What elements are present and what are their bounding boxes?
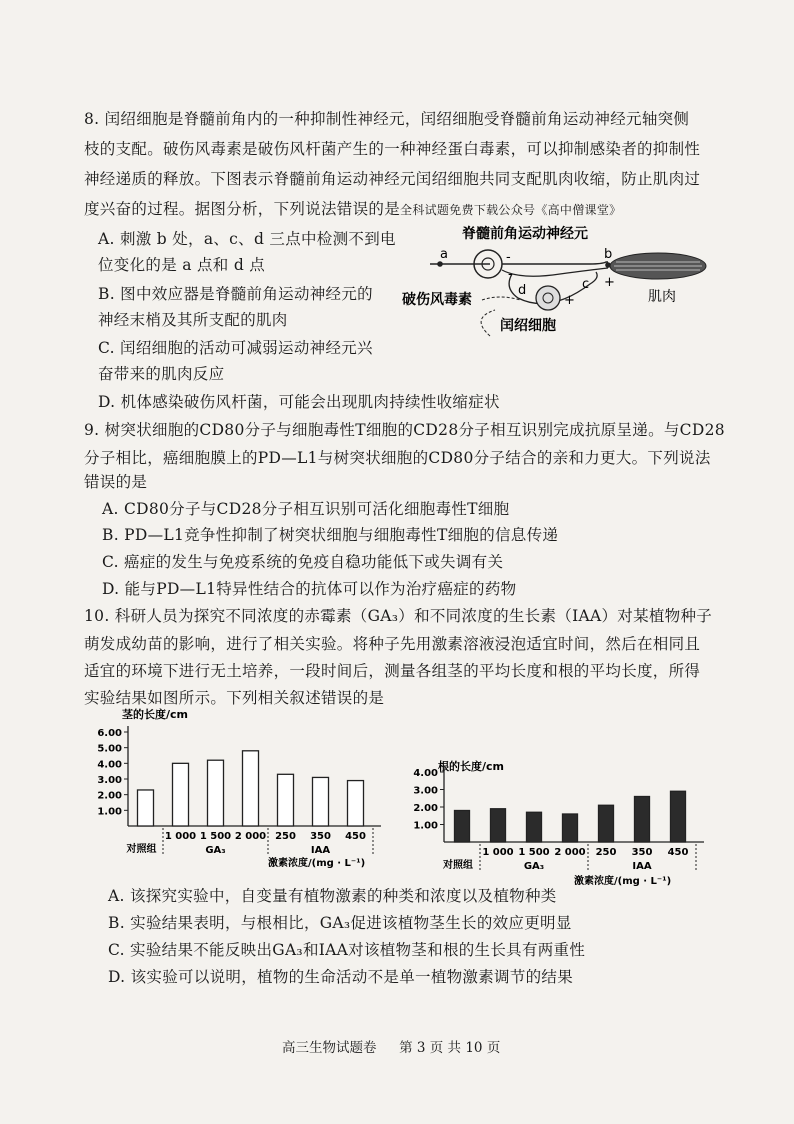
bar-2 — [527, 812, 542, 842]
stem-length-chart — [90, 706, 390, 878]
q8-stem-line-2: 枝的支配。破伤风毒素是破伤风杆菌产生的一种神经蛋白毒素，可以抑制感染者的抑制性 — [84, 140, 701, 158]
plus-sign-renshaw: + — [564, 293, 575, 308]
q8-option-d: D. 机体感染破伤风杆菌，可能会出现肌肉持续性收缩症状 — [98, 393, 500, 411]
q9-option-d: D. 能与PD—L1特异性结合的抗体可以作为治疗癌症的药物 — [102, 580, 517, 598]
bar-4 — [599, 805, 614, 842]
x-tick-label: 250 — [275, 831, 296, 842]
q10-stem-line-3: 适宜的环境下进行无土培养，一段时间后，测量各组茎的平均长度和根的平均长度，所得 — [84, 662, 701, 680]
q8-watermark: 全科试题免费下载公众号《高中僧课堂》 — [400, 203, 622, 217]
point-c-label: c — [582, 277, 590, 292]
label-muscle: 肌肉 — [648, 289, 676, 305]
q10-stem-line-2: 萌发成幼苗的影响，进行了相关实验。将种子先用激素溶液浸泡适宜时间，然后在相同且 — [84, 635, 701, 653]
x-tick-label: 1 500 — [518, 847, 550, 858]
y-tick-label: 1.00 — [97, 806, 122, 818]
x-axis-label: 激素浓度/(mg · L⁻¹) — [268, 858, 366, 869]
q10-option-c: C. 实验结果不能反映出GA₃和IAA对该植物茎和根的生长具有两重性 — [108, 941, 586, 959]
x-tick-label: 1 500 — [199, 831, 232, 842]
x-tick-label: 450 — [345, 831, 366, 842]
q9-option-b: B. PD—L1竞争性抑制了树突状细胞与细胞毒性T细胞的信息传递 — [102, 526, 559, 544]
q8-option-c-2: 奋带来的肌肉反应 — [98, 365, 225, 383]
bar-2 — [208, 760, 224, 826]
renshaw-cell-body — [536, 286, 560, 310]
x-axis-label: 激素浓度/(mg · L⁻¹) — [574, 876, 672, 887]
q9-stem-line-2: 分子相比，癌细胞膜上的PD—L1与树突状细胞的CD80分子结合的亲和力更大。下列说法 — [84, 449, 711, 467]
bar-1 — [491, 809, 506, 842]
q10-stem-line-4: 实验结果如图所示。下列相关叙述错误的是 — [84, 689, 385, 707]
minus-sign-top: - — [506, 250, 511, 265]
y-tick-label: 4.00 — [97, 759, 122, 771]
chart-title: 茎的长度/cm — [122, 708, 188, 721]
q9-stem-line-3: 错误的是 — [84, 473, 148, 491]
group-label-ga3: GA₃ — [523, 861, 545, 872]
bar-4 — [278, 774, 294, 826]
point-a-dot — [437, 261, 443, 267]
plus-sign-b: + — [604, 275, 615, 290]
group-label-ga3: GA₃ — [205, 845, 226, 856]
y-tick-label: 2.00 — [413, 803, 438, 814]
q10-option-a: A. 该探究实验中，自变量有植物激素的种类和浓度以及植物种类 — [108, 887, 557, 905]
x-tick-label: 2 000 — [234, 831, 267, 842]
q8-option-b-2: 神经末梢及其所支配的肌肉 — [98, 311, 288, 329]
q8-stem-line-3: 神经递质的释放。下图表示脊髓前角运动神经元闰绍细胞共同支配肌肉收缩，防止肌肉过 — [84, 170, 701, 188]
q10-stem-line-1: 10. 科研人员为探究不同浓度的赤霉素（GA₃）和不同浓度的生长素（IAA）对某植物种子 — [84, 607, 713, 625]
x-tick-label-control: 对照组 — [443, 860, 473, 871]
y-tick-label: 3.00 — [413, 785, 438, 797]
dashed-path — [481, 310, 495, 336]
x-tick-label: 250 — [595, 847, 617, 858]
x-tick-label: 1 000 — [164, 831, 197, 842]
root-length-chart — [406, 758, 706, 892]
q10-option-b: B. 实验结果表明，与根相比，GA₃促进该植物茎生长的效应更明显 — [108, 914, 572, 932]
y-tick-label: 6.00 — [97, 728, 122, 739]
y-tick-label: 4.00 — [413, 768, 438, 779]
bar-6 — [348, 781, 364, 826]
bar-0 — [455, 811, 470, 843]
group-label-iaa: IAA — [632, 861, 652, 872]
group-label-iaa: IAA — [310, 845, 331, 856]
q8-option-b-1: B. 图中效应器是脊髓前角运动神经元的 — [98, 285, 373, 303]
x-tick-label: 350 — [310, 831, 331, 842]
q8-neuron-diagram — [400, 218, 720, 348]
point-d-label: d — [518, 283, 527, 298]
minus-sign-renshaw: - — [508, 267, 513, 282]
q9-option-a: A. CD80分子与CD28分子相互识别可活化细胞毒性T细胞 — [102, 500, 510, 518]
q8-option-a-1: A. 刺激 b 处，a、c、d 三点中检测不到电 — [98, 230, 396, 248]
label-renshaw-cell: 闰绍细胞 — [500, 318, 556, 334]
q8-option-a-2: 位变化的是 a 点和 d 点 — [98, 256, 266, 274]
bar-5 — [635, 797, 650, 843]
footer-page-number: 第 3 页 共 10 页 — [399, 1040, 501, 1056]
chart-title: 根的长度/cm — [438, 760, 504, 773]
label-tetanus-toxin: 破伤风毒素 — [402, 292, 472, 308]
bar-3 — [243, 751, 259, 826]
footer-title: 高三生物试题卷 — [282, 1040, 377, 1056]
label-motor-neuron: 脊髓前角运动神经元 — [462, 226, 588, 242]
q9-option-c: C. 癌症的发生与免疫系统的免疫自稳功能低下或失调有关 — [102, 553, 504, 571]
toxin-arrow — [482, 297, 520, 300]
bar-1 — [173, 763, 189, 826]
q8-stem-line-1: 8. 闰绍细胞是脊髓前角内的一种抑制性神经元，闰绍细胞受脊髓前角运动神经元轴突侧 — [84, 110, 690, 128]
bar-6 — [671, 791, 686, 842]
x-tick-label: 2 000 — [554, 847, 586, 858]
bar-0 — [138, 790, 154, 826]
bar-5 — [313, 777, 329, 826]
bar-3 — [563, 814, 578, 842]
x-tick-label: 350 — [631, 847, 653, 858]
y-tick-label: 1.00 — [413, 820, 438, 832]
y-tick-label: 3.00 — [97, 775, 122, 786]
q8-option-c-1: C. 闰绍细胞的活动可减弱运动神经元兴 — [98, 339, 373, 357]
point-b-label: b — [604, 247, 613, 262]
q8-stem-line-4: 度兴奋的过程。据图分析，下列说法错误的是 — [84, 200, 401, 218]
x-tick-label: 450 — [667, 847, 689, 858]
motor-axon-lower — [502, 268, 608, 276]
point-a-label: a — [440, 247, 448, 262]
q9-stem-line-1: 9. 树突状细胞的CD80分子与细胞毒性T细胞的CD28分子相互识别完成抗原呈递。与CD28 — [84, 421, 725, 439]
x-tick-label: 1 000 — [482, 847, 514, 858]
q10-option-d: D. 该实验可以说明，植物的生命活动不是单一植物激素调节的结果 — [108, 968, 574, 986]
y-tick-label: 5.00 — [97, 743, 122, 755]
x-tick-label-control: 对照组 — [126, 844, 157, 855]
motor-axon — [502, 262, 608, 264]
y-tick-label: 2.00 — [97, 790, 122, 802]
